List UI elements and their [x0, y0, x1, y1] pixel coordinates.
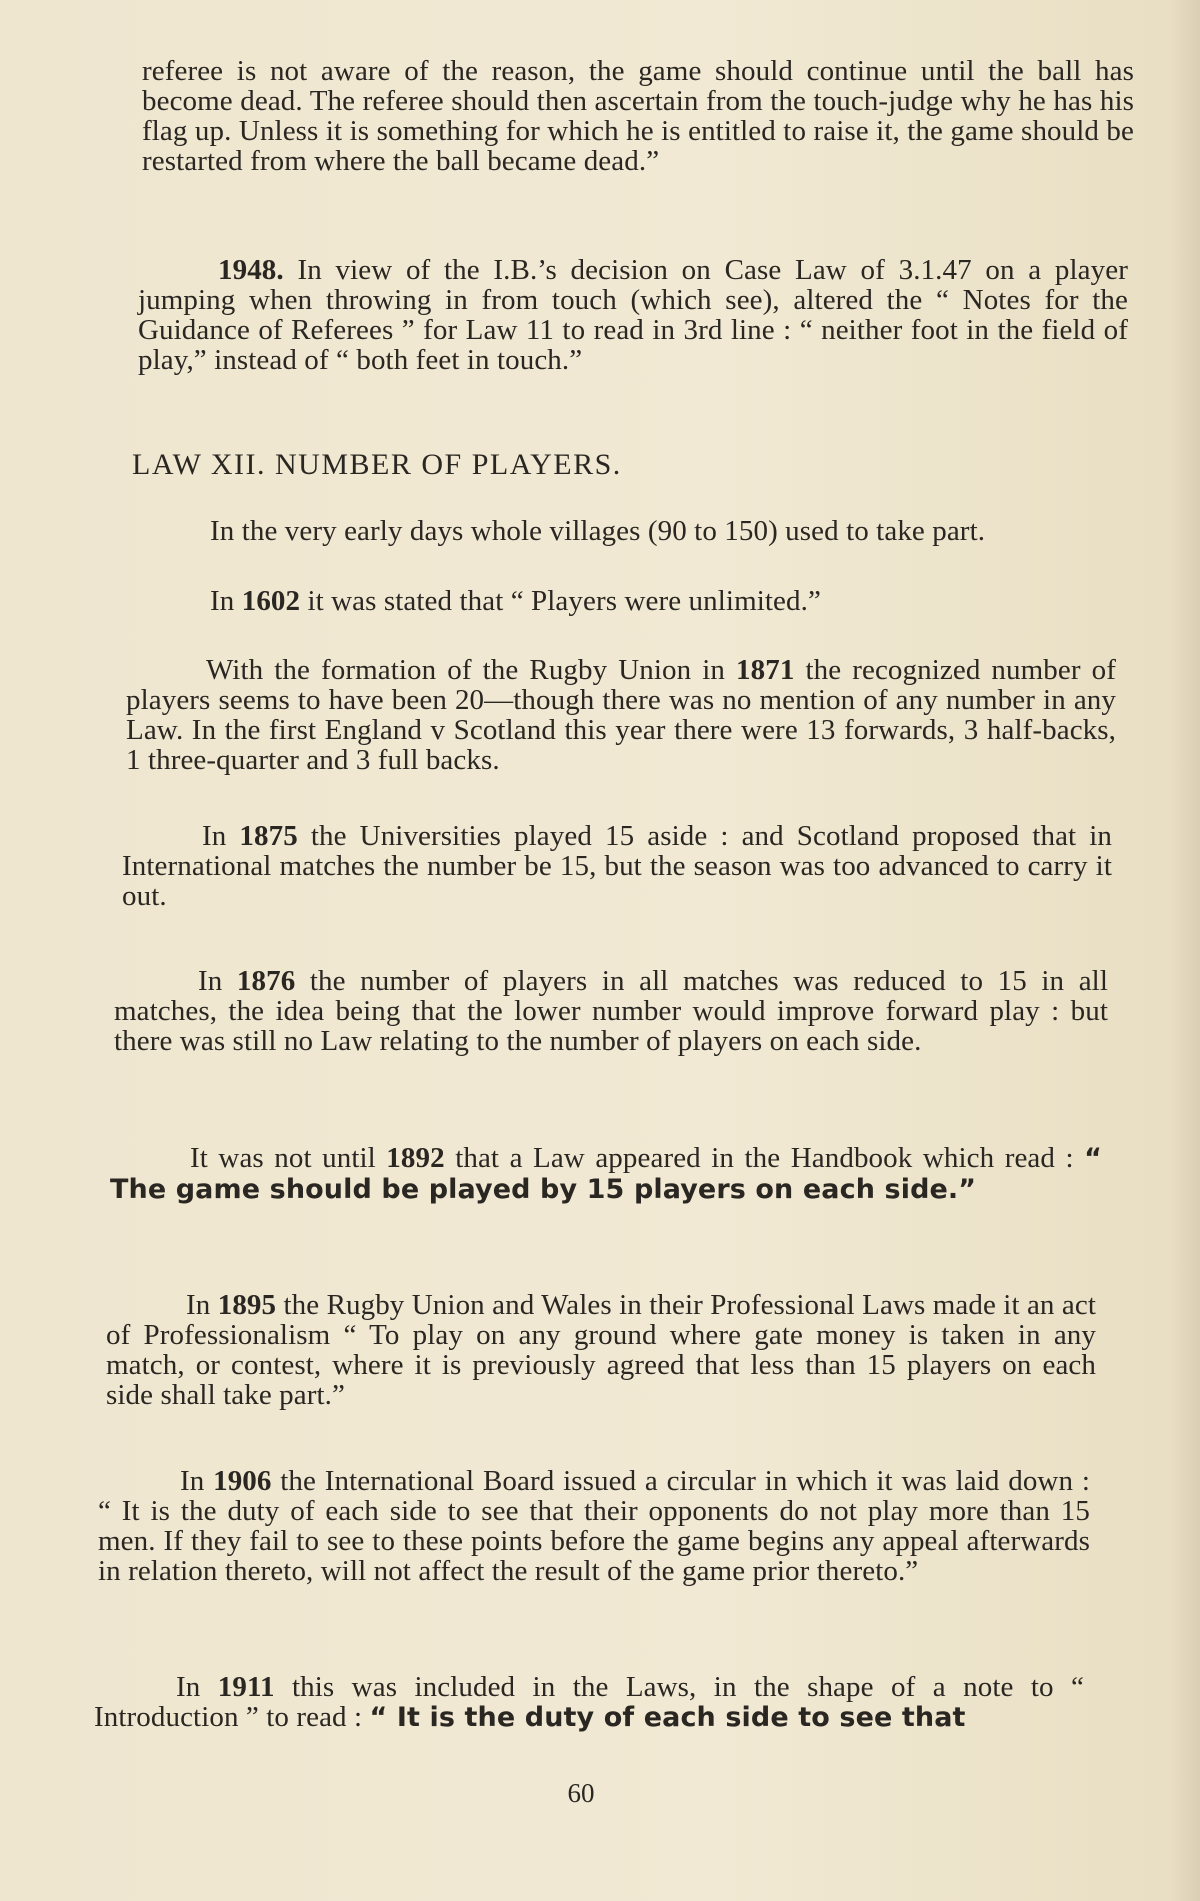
paragraph-1892 [0, 1143, 1200, 1205]
paragraph-prefix: In [176, 1671, 218, 1703]
paragraph-1948 [0, 255, 1200, 375]
law-quote-bold: “ It is the duty of each side to see that [369, 1702, 966, 1733]
year-1602: 1602 [241, 585, 301, 617]
paragraph-text [138, 255, 1128, 375]
paragraph-1906 [0, 1466, 1200, 1586]
paragraph-1911 [0, 1672, 1200, 1733]
paragraph-text [126, 655, 1116, 775]
paragraph-prefix: In [210, 585, 242, 617]
year-1876: 1876 [236, 965, 296, 997]
year-1906: 1906 [213, 1465, 272, 1497]
year-1911: 1911 [217, 1671, 275, 1703]
year-1895: 1895 [217, 1289, 277, 1321]
paragraph-text [98, 1466, 1090, 1586]
paragraph-text [106, 1290, 1096, 1410]
year-1892: 1892 [386, 1142, 445, 1174]
paragraph-1895 [0, 1290, 1200, 1410]
paragraph-text [122, 821, 1112, 911]
paragraph-text [114, 966, 1108, 1056]
paragraph-prefix: With the formation of the Rugby Union in [206, 654, 737, 686]
paragraph-text [210, 586, 1128, 616]
paragraph-1602 [0, 586, 1200, 616]
paragraph-body: the International Board issued a circular in which it was laid down : “ It is the duty of each side to see that their opponents do not play more than 15 men. If they fail to see to these points before the game begins any appeal afterwards in relation thereto, will not affect the result of the game prior thereto.” [98, 1465, 1090, 1587]
paragraph-prefix: In [180, 1465, 214, 1497]
paragraph-text [94, 1672, 1084, 1733]
paragraph-body: this was included in the Laws, in the shape of a note to “ Introduction ” to read : [94, 1671, 1084, 1733]
paragraph-body: the Rugby Union and Wales in their Professional Laws made it an act of Professionalism “ To play on any ground where gate money is taken in any match, or contest, where it is previously agreed that less than 15 players on each side shall take part.” [106, 1289, 1096, 1411]
paragraph-body: that a Law appeared in the Handbook which read : [444, 1142, 1085, 1174]
year-1871: 1871 [736, 654, 795, 686]
paragraph-1871 [0, 655, 1200, 775]
paragraph-prefix: In [202, 820, 240, 852]
paragraph-text [110, 1143, 1102, 1205]
paragraph-body: it was stated that “ Players were unlimited.” [300, 585, 821, 617]
paragraph-text: referee is not aware of the reason, the game should continue until the ball has become dead. The referee should then ascertain from the touch-judge why he has his flag up. Unless it is something for which he is entitled to raise it, the game should be restarted from where the ball became dead.” [142, 55, 1134, 177]
paragraph-early-days [0, 516, 1200, 546]
paragraph-1875 [0, 821, 1200, 911]
paragraph-body: the Universities played 15 aside : and Scotland proposed that in International matches the number be 15, but the season was too advanced to carry it out. [122, 820, 1112, 912]
paragraph-prefix: In [198, 965, 237, 997]
paragraph-text: In the very early days whole villages (90 to 150) used to take part. [210, 515, 986, 547]
paragraph-body: the recognized number of players seems to have been 20—though there was no mention of any number in any Law. In the first England v Scotland this year there were 13 forwards, 3 half-backs, 1 three-quarter and 3 full backs. [126, 654, 1116, 776]
year-1875: 1875 [239, 820, 298, 852]
section-heading: LAW XII. NUMBER OF PLAYERS. [132, 448, 622, 481]
paragraph-prefix: In [186, 1289, 218, 1321]
paragraph-1876 [0, 966, 1200, 1056]
paragraph-body: In view of the I.B.’s decision on Case Law of 3.1.47 on a player jumping when throwing in from touch (which see), altered the “ Notes for the Guidance of Referees ” for Law 11 to read in 3rd line : “ neither foot in the field of play,” instead of “ both feet in touch.” [138, 254, 1128, 376]
page-number: 60 [567, 1778, 595, 1808]
year-1948: 1948. [218, 254, 284, 286]
paragraph-prefix: It was not until [190, 1142, 387, 1174]
paragraph-continuation [0, 56, 1200, 176]
paragraph-body: the number of players in all matches was reduced to 15 in all matches, the idea being that the lower number would improve forward play : but there was still no Law relating to the number of players on each side. [114, 965, 1108, 1057]
law-quote-bold: “ The game should be played by 15 players on each side.” [110, 1143, 1102, 1205]
